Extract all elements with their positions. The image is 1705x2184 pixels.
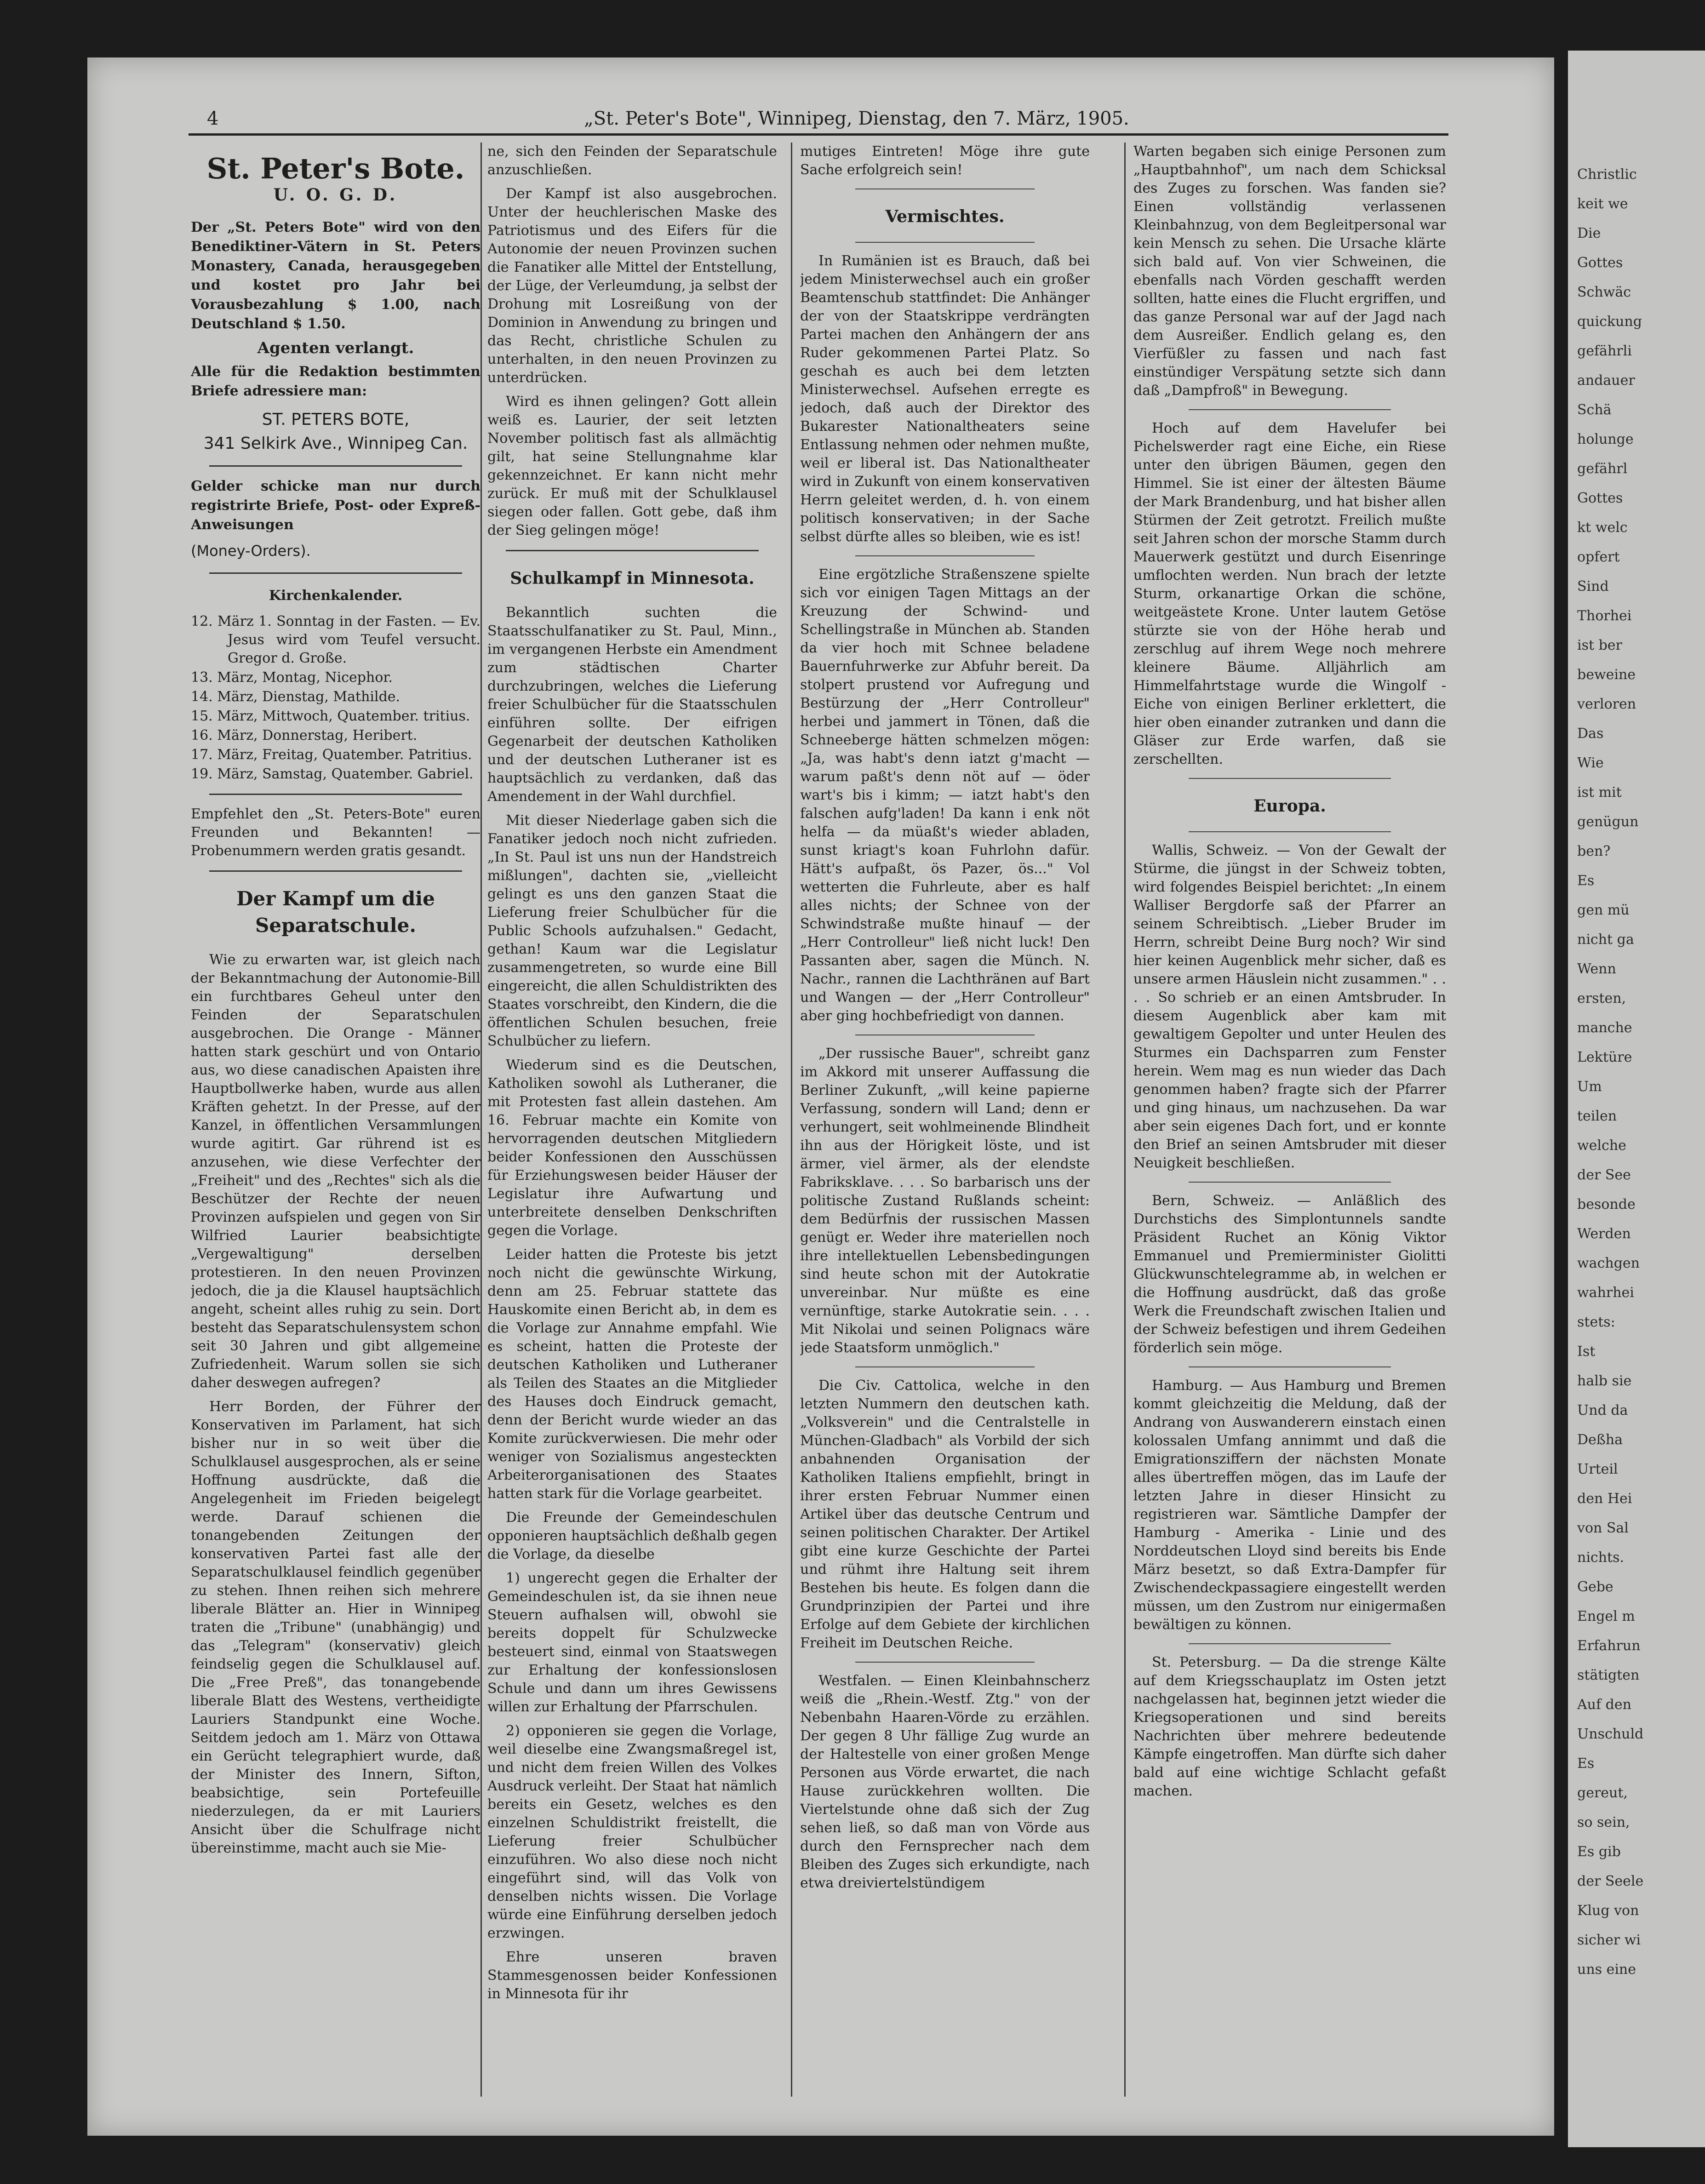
article-paragraph: Wiederum sind es die Deutschen, Katholiken sowohl als Lutheraner, die mit Protesten fast allein dastehen. Am 16. Februar machte ein Komite von hervorragenden deutschen Mitgliedern beider Konfessionen den Ausschüssen für Erziehungswesen beider Häuser der Legislatur ihre Aufwartung und unterbreitete denselben Denkschriften gegen die Vorlage. (487, 1057, 777, 1239)
facing-page-line: opfert (1577, 549, 1620, 565)
article-paragraph: Warten begaben sich einige Personen zum „Hauptbahnhof", um nach dem Schicksal des Zuges zu forschen. Was fanden sie? Einen vollständig verlassenen Kleinbahnzug, von dem Begleitpersonal war kein Mensch zu sehen. Die Ursache klärte sich bald auf. Von vier Schweinen, die ebenfalls nach Vörden geschafft werden sollten, hatte eines die Flucht ergriffen, und das ganze Personal war auf der Jagd nach dem Ausreißer. Endlich gelang es, den Vierfüßler zu fassen und nach fast einstündiger Verspätung setzte sich dann daß „Dampfroß" in Bewegung. (1133, 143, 1446, 399)
facing-page-line: Das (1577, 726, 1604, 742)
facing-page-line: Lektüre (1577, 1049, 1632, 1065)
facing-page-line: gefährli (1577, 343, 1632, 359)
kalender-entry: 16. März, Donnerstag, Heribert. (191, 727, 418, 743)
article-title: Schulkampf in Minnesota. (510, 569, 755, 588)
article-paragraph: Westfalen. — Einen Kleinbahnscherz weiß die „Rhein.-Westf. Ztg." von der Nebenbahn Haaren-Vörde zu erzählen. Der gegen 8 Uhr fällige Zug wurde an der Haltestelle von einer großen Menge Personen aus Vörde erwartet, die nach Hause zurückkehren wollten. Die Viertelstunde ohne daß sich der Zug sehen ließ, so daß man von Vörde aus durch den Fernsprecher nach dem Bleiben des Zuges sich erkundigte, nach etwa dreiviertelstündigem (800, 1673, 1090, 1891)
facing-page-line: holunge (1577, 431, 1634, 447)
header-rule (189, 133, 1448, 136)
facing-page-line: Es (1577, 873, 1595, 889)
article-paragraph: Wird es ihnen gelingen? Gott allein weiß es. Laurier, der seit letzten November politisch fast als allmächtig gilt, hat seine Stellungnahme klar gekennzeichnet. Er kann nicht mehr zurück. Er muß mit der Schulklausel siegen oder fallen. Gott gebe, daß ihm der Sieg gelingen möge! (487, 394, 777, 538)
facing-page-line: ist ber (1577, 637, 1622, 653)
article-paragraph: Der Kampf ist also ausgebrochen. Unter der heuchlerischen Maske des Patriotismus und des Eifers für die Autonomie der neuen Provinzen suchen die Fanatiker alle Mittel der Entstellung, der Lüge, der Verleumdung, ja selbst der Drohung mit Losreißung von der Dominion in Anwendung zu bringen und das Recht, christliche Schulen zu unterhalten, in den neuen Provinzen zu unterdrücken. (487, 186, 777, 386)
header-title: „St. Peter's Bote", Winnipeg, Dienstag, den 7. März, 1905. (584, 108, 1129, 129)
divider (209, 870, 462, 872)
facing-page-line: Engel m (1577, 1608, 1635, 1624)
article-paragraph: 1) ungerecht gegen die Erhalter der Gemeindeschulen ist, da sie ihnen neue Steuern aufhalsen will, obwohl sie bereits doppelt für Schulzwecke besteuert sind, einmal von Staatswegen zur Erhaltung der konfessionslosen Schule und dann um ihres Gewissens willen zur Erhaltung der Pfarrschulen. (487, 1570, 777, 1715)
facing-page-line: manche (1577, 1020, 1632, 1036)
facing-page-line: besonde (1577, 1196, 1636, 1212)
facing-page-line: teilen (1577, 1108, 1617, 1124)
facing-page-line: quickung (1577, 314, 1642, 330)
divider (855, 242, 1035, 243)
kirchenkalender-title: Kirchenkalender. (269, 588, 403, 604)
facing-page-line: verloren (1577, 696, 1636, 712)
facing-page-line: der Seele (1577, 1873, 1644, 1889)
column-rule (481, 143, 482, 2097)
facing-page-line: uns eine (1577, 1961, 1636, 1978)
facing-page-line: Unschuld (1577, 1726, 1644, 1742)
facing-page-text (1577, 166, 1701, 1990)
column-rule (791, 143, 792, 2097)
article-paragraph: Herr Borden, der Führer der Konservativen im Parlament, hat sich bisher nur in so weit über die Schulklausel ausgesprochen, als er seine Hoffnung ausdrückte, daß die Angelegenheit im Frieden beigelegt werde. Darauf schienen die tonangebenden Zeitungen der konservativen Partei fast alle der Separatschulklausel feindlich gegenüber zu stehen. Ihnen reihen sich mehrere liberale Blätter an. Hier in Winnipeg traten die „Tribune" (unabhängig) und das „Telegram" (konservativ) gleich feindselig gegen die Schulklausel auf. Die „Free Preß", das tonangebende liberale Blatt des Westens, vertheidigte Lauriers Standpunkt eine Woche. Seitdem jedoch am 1. März von Ottawa ein Gerücht telegraphiert wurde, daß der Minister des Innern, Sifton, beabsichtige, sein Portefeuille niederzulegen, da er mit Lauriers Ansicht über die Schulfrage nicht übereinstimme, macht auch sie Mie- (191, 1399, 481, 1856)
column-3 (800, 143, 1090, 2097)
facing-page-line: Ist (1577, 1344, 1596, 1360)
divider (1189, 831, 1391, 832)
facing-page-line: Wenn (1577, 961, 1616, 977)
article-paragraph: Die Freunde der Gemeindeschulen opponieren hauptsächlich deßhalb gegen die Vorlage, da dieselbe (487, 1509, 777, 1562)
facing-page-line: wachgen (1577, 1255, 1640, 1271)
article-paragraph: Wallis, Schweiz. — Von der Gewalt der Stürme, die jüngst in der Schweiz tobten, wird folgendes Beispiel berichtet: „In einem Walliser Bergdorfe saß der Pfarrer an seinem Schreibtisch. „Lieber Bruder im Herrn, schreibt Deine Burg noch? Wir sind hier keinen Augenblick mehr sicher, daß es unsere armen Häuslein nicht zusammen." . . . . So schrieb er an einen Amtsbruder. In diesem Augenblick aber kam mit gewaltigem Gepolter und unter Heulen des Sturmes ein Dachsparren zum Fenster herein. Wem mag es nun wieder das Dach genommen haben? fragte sich der Pfarrer und ging hinaus, um nachzusehen. Da war aber sein eigenes Dach fort, und er konnte den Brief an seinen Amtsbruder mit dieser Neuigkeit beschließen. (1133, 842, 1446, 1171)
facing-page-line: der See (1577, 1167, 1631, 1183)
facing-page-line: Es gib (1577, 1844, 1621, 1860)
kalender-entry: 12. März 1. Sonntag in der Fasten. — Ev. Jesus wird vom Teufel versucht. Gregor d. Große. (191, 613, 481, 666)
column-4 (1133, 143, 1446, 2097)
facing-page-line: Es (1577, 1755, 1595, 1772)
article-paragraph: Ehre unseren braven Stammesgenossen beider Konfessionen in Minnesota für ihr (487, 1949, 777, 2002)
masthead-intro: Der „St. Peters Bote" wird von den Benediktiner-Vätern in St. Peters Monastery, Canada, herausgegeben und kostet pro Jahr bei Vorausbezahlung $ 1.00, nach Deutschland $ 1.50. (191, 219, 481, 332)
facing-page-line: Schwäc (1577, 284, 1631, 300)
article-paragraph: Mit dieser Niederlage gaben sich die Fanatiker jedoch noch nicht zufrieden. „In St. Paul ist uns nun der Handstreich mißlungen", dachten sie, „vielleicht gelingt es uns den ganzen Staat die Lieferung freier Schulbücher für die Public Schools aufzuhalsen." Gedacht, gethan! Kaum war die Legislatur zusammengetreten, so wurde eine Bill eingereicht, die allen Schuldistrikten des Staates vorschreibt, den Kindern, die die öffentlichen Schulen besuchen, freie Schulbücher zu liefern. (487, 812, 777, 1049)
kalender-entry: 15. März, Mittwoch, Quatember. tritius. (191, 708, 470, 724)
facing-page-line: halb sie (1577, 1373, 1632, 1389)
facing-page-line: so sein, (1577, 1814, 1630, 1830)
column-2 (487, 143, 777, 2097)
section-title: Europa. (1253, 796, 1326, 816)
facing-page-line: Die (1577, 225, 1601, 241)
facing-page-strip (1568, 51, 1705, 2147)
facing-page-line: kt welc (1577, 520, 1628, 536)
article-paragraph: Hamburg. — Aus Hamburg und Bremen kommt gleichzeitig die Meldung, daß der Andrang von Auswanderern einstach einen kolossalen Umfang annimmt und daß die Emigrationsziffern der nächsten Monate alles übertreffen mögen, das im Laufe der letzten Jahre in dieser Hinsicht zu registrieren war. Sämtliche Dampfer der Hamburg - Amerika - Linie und des Norddeutschen Lloyd sind bereits bis Ende März besetzt, so daß Extra-Dampfer für Zwischendeckpassagiere eingestellt werden müssen, um den Zustrom nur einigermaßen bewältigen zu können. (1133, 1378, 1446, 1633)
facing-page-line: gefährl (1577, 461, 1628, 477)
facing-page-line: Deßha (1577, 1432, 1623, 1448)
facing-page-line: Urteil (1577, 1461, 1618, 1477)
article-paragraph: St. Petersburg. — Da die strenge Kälte auf dem Kriegsschauplatz im Osten jetzt nachgelassen hat, beginnen jetzt wieder die Kriegsoperationen und sind bereits Nachrichten über mehrere bedeutende Kämpfe eingetroffen. Man dürfte sich daher bald auf eine wichtige Schlacht gefaßt machen. (1133, 1654, 1446, 1799)
article-title: Der Kampf um die Separatschule. (236, 887, 435, 937)
article-paragraph: Eine ergötzliche Straßenszene spielte sich vor einigen Tagen Mittags an der Kreuzung der Schwind- und Schellingstraße in München ab. Standen da vier hoch mit Schnee beladene Bauernfuhrwerke zur Abfuhr bereit. Da stolpert prustend vor Aufregung und Bestürzung der „Herr Controlleur" herbei und jammert in Tönen, daß die Schneeberge hätten schmelzen mögen: „Ja, was habt's denn iatzt g'macht — warum paßt's denn nöt auf — öder wart's bis i kimm; — iatzt habt's den falschen aufg'laden! Da kann i enk nöt helfa — da müaßt's wieder abladen, sunst kriagt's koan Fuhrlohn dafür. Hätt's aufpaßt, ös Pazer, ös..." Vol wetterten die Fuhrleute, aber es half alles nichts; der Schnee von der Schwindstraße mußte hinauf — der „Herr Controlleur" ließ nicht luck! Den Passanten aber, sagen die Münch. N. Nachr., rannen die Lachthränen auf Bart und Wangen — der „Herr Controlleur" aber ging hochbefriedigt von dannen. (800, 566, 1090, 1024)
kalender-entry: 14. März, Dienstag, Mathilde. (191, 689, 401, 705)
kalender-entry: 13. März, Montag, Nicephor. (191, 669, 393, 686)
money-note: Gelder schicke man nur durch registrirte Briefe, Post- oder Expreß-Anweisungen (191, 478, 481, 533)
facing-page-line: welche (1577, 1138, 1626, 1154)
column-rule (1124, 143, 1126, 2097)
divider (855, 1662, 1035, 1663)
facing-page-line: Schä (1577, 402, 1612, 418)
divider (1189, 778, 1391, 779)
article-paragraph: ne, sich den Feinden der Separatschule anzuschließen. (487, 143, 777, 178)
article-paragraph: Leider hatten die Proteste bis jetzt noch nicht die gewünschte Wirkung, denn am 25. Februar stattete das Hauskomite einen Bericht ab, in dem es die Vorlage zur Annahme empfahl. Wie es scheint, hatten die Proteste der deutschen Katholiken und Lutheraner als Teilen des Staates an die Mitglieder des Hauses doch Eindruck gemacht, denn der Bericht wurde wieder an das Komite zurückverwiesen. Die mehr oder weniger von Sozialismus angesteckten Arbeiterorganisationen des Staates hatten stark für die Vorlage gearbeitet. (487, 1246, 777, 1502)
facing-page-line: Sind (1577, 578, 1609, 595)
facing-page-line: den Hei (1577, 1491, 1632, 1507)
facing-page-line: stets: (1577, 1314, 1615, 1330)
divider (1189, 409, 1391, 410)
divider (855, 1366, 1035, 1367)
facing-page-line: ist mit (1577, 784, 1622, 800)
article-paragraph: Bekanntlich suchten die Staatsschulfanatiker zu St. Paul, Minn., im vergangenen Herbste ein Amendment zum städtischen Charter durchzubringen, welches die Lieferung freier Schulbücher für die Staatsschulen einführen sollte. Der eifrigen Gegenarbeit der deutschen Katholiken und der deutschen Lutheraner ist es hauptsächlich zu verdanken, daß das Amendement in der Wahl durchfiel. (487, 605, 777, 805)
facing-page-line: nichts. (1577, 1549, 1625, 1566)
address-line-1: ST. PETERS BOTE, (262, 410, 410, 429)
divider (209, 572, 462, 574)
facing-page-line: Wie (1577, 755, 1604, 771)
article-paragraph: „Der russische Bauer", schreibt ganz im Akkord mit unserer Auffassung die Berliner Zukunft, „will keine papierne Verfassung, sondern will Land; denn er verhungert, seit wohlmeinende Blindheit ihn aus der Hörigkeit löste, und ist ärmer, viel ärmer, als der elendste Fabriksklave. . . . So barbarisch uns der politische Zustand Rußlands scheint: dem Bedürfnis der russischen Massen genügt er. Weder ihre materiellen noch ihre intellektuellen Lebensbedingungen sind heute schon mit der Autokratie unvereinbar. Nur müßte es eine vernünftige, starke Autokratie sein. . . . Mit Nikolai und seinen Polignacs wäre jede Staatsform unmöglich." (800, 1046, 1090, 1356)
article-paragraph: Die Civ. Cattolica, welche in den letzten Nummern den deutschen kath. „Volksverein" und die Centralstelle in München-Gladbach" als Vorbild der sich anbahnenden Organisation der Katholiken Italiens empfiehlt, bringt in ihrer ersten Februar Nummer einen Artikel über das deutsche Centrum und seinen politischen Charakter. Der Artikel gibt eine kurze Geschichte der Partei und rühmt ihre Haltung seit ihrem Bestehen bis heute. Es folgen dann die Grundprinzipien der Partei und ihre Erfolge auf dem Gebiete der kirchlichen Freiheit im Deutschen Reiche. (800, 1378, 1090, 1651)
divider (855, 555, 1035, 556)
money-orders: (Money-Orders). (191, 542, 311, 560)
article-paragraph: Wie zu erwarten war, ist gleich nach der Bekanntmachung der Autonomie-Bill ein furchtbares Geheul unter den Feinden der Separatschulen ausgebrochen. Die Orange - Männer hatten stark geschürt und von Ontario aus, wo diese canadischen Apaisten ihre Hauptbollwerke haben, wurde aus allen Kräften gehetzt. In der Presse, auf der Kanzel, in öffentlichen Versammlungen wurde agitirt. Gar rührend ist es anzusehen, wie diese Verfechter der „Freiheit" und des „Rechtes" sich als die Beschützer der Rechte der neuen Provinzen aufspielen und gegen von Sir Wilfried Laurier beabsichtigte „Vergewaltigung" derselben protestieren. In den neuen Provinzen jedoch, die ja die Klausel hauptsächlich angeht, scheint alles ruhig zu sein. Dort besteht das Separatschulensystem schon seit 30 Jahren und gibt allgemeine Zufriedenheit. Warum sollen sie sich daher deswegen aufregen? (191, 952, 481, 1391)
facing-page-line: ben? (1577, 843, 1611, 859)
divider (506, 550, 759, 551)
facing-page-line: Klug von (1577, 1903, 1639, 1919)
facing-page-line: sicher wi (1577, 1932, 1641, 1948)
address-line-2: 341 Selkirk Ave., Winnipeg Can. (203, 434, 468, 453)
article-paragraph: In Rumänien ist es Brauch, daß bei jedem Ministerwechsel auch ein großer Beamtenschub stattfindet: Die Anhänger der von der Staatskrippe verdrängten Partei machen den Anhängern der ans Ruder gekommenen Partei Platz. So geschah es auch bei dem letzten Ministerwechsel. Aufsehen erregte es jedoch, daß auch der Direktor des Bukarester Nationaltheaters seine Entlassung nehmen oder nehmen mußte, weil er liberal ist. Das Nationaltheater wird in Zukunft von einem konservativen Herrn geleitet werden, d. h. von einem politisch konservativen; in der Sache selbst dürfte alles so bleiben, wie es ist! (800, 253, 1090, 545)
letters-note: Alle für die Redaktion bestimmten Briefe adressiere man: (191, 364, 481, 399)
facing-page-line: keit we (1577, 196, 1628, 212)
kalender-entry: 17. März, Freitag, Quatember. Patritius. (191, 747, 472, 763)
facing-page-line: nicht ga (1577, 932, 1634, 948)
recommend-note: Empfehlet den „St. Peters-Bote" euren Freunden und Bekannten! — Probenummern werden gratis gesandt. (191, 806, 481, 859)
section-title: Vermischtes. (885, 207, 1005, 226)
facing-page-line: Werden (1577, 1226, 1631, 1242)
facing-page-line: Und da (1577, 1402, 1628, 1418)
article-paragraph: 2) opponieren sie gegen die Vorlage, weil dieselbe eine Zwangsmaßregel ist, und nicht dem freien Willen des Volkes Ausdruck verleiht. Der Staat hat nämlich bereits ein Gesetz, welches es den einzelnen Schuldistrikt freistellt, die Lieferung freier Schulbücher einzuführen. Wo also diese noch nicht eingeführt sind, will das Volk von denselben nichts wissen. Die Vorlage würde eine Einführung derselben jedoch erzwingen. (487, 1723, 777, 1941)
facing-page-line: von Sal (1577, 1520, 1629, 1536)
agents-wanted: Agenten verlangt. (257, 339, 414, 357)
masthead-motto: U. O. G. D. (273, 185, 398, 205)
page-header (189, 103, 1453, 131)
facing-page-line: beweine (1577, 667, 1636, 683)
facing-page-line: gereut, (1577, 1785, 1628, 1801)
facing-page-line: Auf den (1577, 1697, 1631, 1713)
facing-page-line: Gottes (1577, 490, 1623, 506)
facing-page-line: gen mü (1577, 902, 1630, 918)
facing-page-line: stätigten (1577, 1667, 1640, 1683)
article-paragraph: Bern, Schweiz. — Anläßlich des Durchstichs des Simplontunnels sandte Präsident Ruchet an König Viktor Emmanuel und Premierminister Giolitti Glückwunschtelegramme ab, in welchen er die Hoffnung ausdrückt, daß das große Werk die Freundschaft zwischen Italien und der Schweiz befestigen und ihrem Gedeihen förderlich sein möge. (1133, 1193, 1446, 1356)
facing-page-line: Gebe (1577, 1579, 1613, 1595)
article-paragraph: mutiges Eintreten! Möge ihre gute Sache erfolgreich sein! (800, 143, 1090, 178)
masthead-title: St. Peter's Bote. (206, 152, 465, 185)
facing-page-line: genügun (1577, 814, 1639, 830)
divider (1189, 1182, 1391, 1183)
kirchenkalender-list (191, 612, 481, 783)
article-paragraph: Hoch auf dem Havelufer bei Pichelswerder ragt eine Eiche, ein Riese unter den übrigen Bäumen, gegen den Himmel. Sie ist einer der ältesten Bäume der Mark Brandenburg, und hat bisher allen Stürmen der Zeit getrotzt. Freilich mußte seit Jahren schon der morsche Stamm durch Mauerwerk gestützt und durch Eisenringe umflochten werden. Nun brach der letzte Sturm, orkanartige Orkan die schöne, weitgeästete Krone. Unter lautem Getöse stürzte sie von der Höhe herab und zerschlug auf ihrem Wege noch mehrere kleinere Bäume. Alljährlich am Himmelfahrtstage wurde die Wingolf - Eiche von einigen Berliner erklettert, die hier oben einander zutranken und dann die Gläser zur Erde warfen, daß sie zerschellten. (1133, 420, 1446, 767)
facing-page-line: Gottes (1577, 255, 1623, 271)
divider (209, 794, 462, 795)
facing-page-line: Thorhei (1577, 608, 1632, 624)
facing-page-line: ersten, (1577, 990, 1626, 1006)
facing-page-line: Um (1577, 1079, 1602, 1095)
kalender-entry: 19. März, Samstag, Quatember. Gabriel. (191, 766, 474, 782)
facing-page-line: Christlic (1577, 166, 1637, 183)
divider (1189, 1643, 1391, 1644)
divider (209, 465, 462, 467)
column-1 (191, 143, 481, 2097)
facing-page-line: andauer (1577, 372, 1635, 389)
divider (1189, 1366, 1391, 1367)
facing-page-line: wahrhei (1577, 1285, 1634, 1301)
facing-page-line: Erfahrun (1577, 1638, 1641, 1654)
page-number: 4 (207, 108, 219, 129)
